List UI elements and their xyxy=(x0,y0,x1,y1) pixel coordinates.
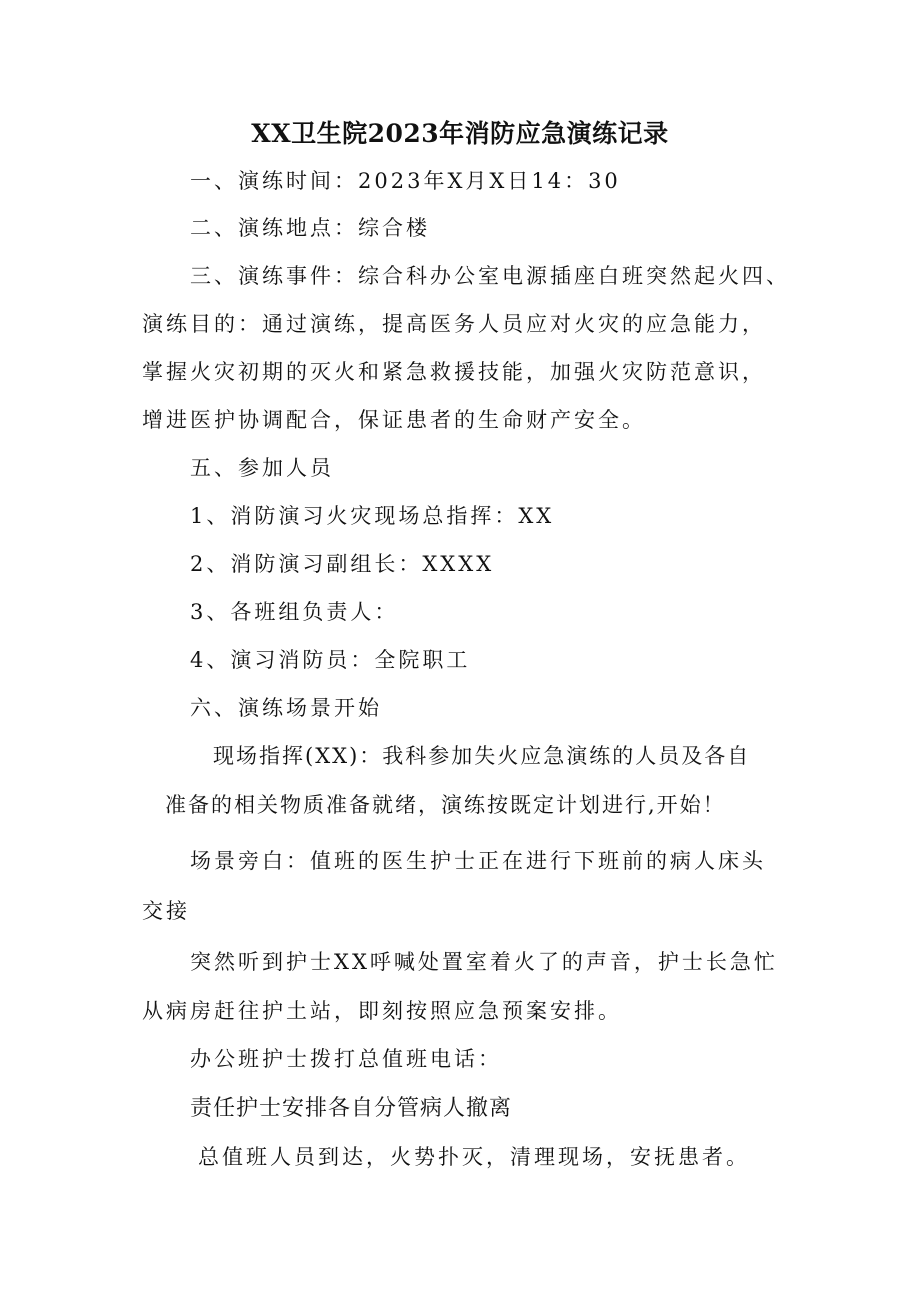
nurse-evacuation: 责任护士安排各自分管病人撤离 xyxy=(190,1096,513,1121)
narration-line-2: 交接 xyxy=(142,899,190,923)
drill-location: 二、演练地点：综合楼 xyxy=(190,216,430,240)
participant-2: 2、消防演习副组长：XXXX xyxy=(190,552,495,576)
fire-extinguished: 总值班人员到达，火势扑灭，清理现场，安抚患者。 xyxy=(198,1145,750,1169)
participant-4: 4、演习消防员：全院职工 xyxy=(190,648,471,672)
commander-line-1: 现场指挥(XX)：我科参加失火应急演练的人员及各自 xyxy=(213,744,751,768)
participant-1: 1、消防演习火灾现场总指挥：XX xyxy=(190,504,555,528)
participant-3: 3、各班组负责人： xyxy=(190,600,399,624)
narration-line-1: 场景旁白：值班的医生护士正在进行下班前的病人床头 xyxy=(190,849,766,873)
commander-line-2: 准备的相关物质准备就绪，演练按既定计划进行,开始！ xyxy=(165,793,726,817)
drill-purpose-line-3: 增进医护协调配合，保证患者的生命财产安全。 xyxy=(142,408,646,432)
document-title: XX卫生院2023年消防应急演练记录 xyxy=(251,119,669,148)
office-nurse-call: 办公班护士拨打总值班电话： xyxy=(190,1047,502,1071)
drill-purpose-line-2: 掌握火灾初期的灭火和紧急救援技能，加强火灾防范意识， xyxy=(142,360,766,384)
drill-event: 三、演练事件：综合科办公室电源插座白班突然起火四、 xyxy=(190,264,790,288)
scenario-heading: 六、演练场景开始 xyxy=(190,696,382,720)
event-line-2: 从病房赶往护土站，即刻按照应急预案安排。 xyxy=(142,999,622,1023)
event-line-1: 突然听到护士XX呼喊处置室着火了的声音，护士长急忙 xyxy=(190,950,778,974)
drill-purpose-line-1: 演练目的：通过演练，提高医务人员应对火灾的应急能力， xyxy=(142,312,766,336)
drill-time: 一、演练时间：2023年X月X日14：30 xyxy=(190,169,621,193)
participants-heading: 五、参加人员 xyxy=(190,456,334,480)
